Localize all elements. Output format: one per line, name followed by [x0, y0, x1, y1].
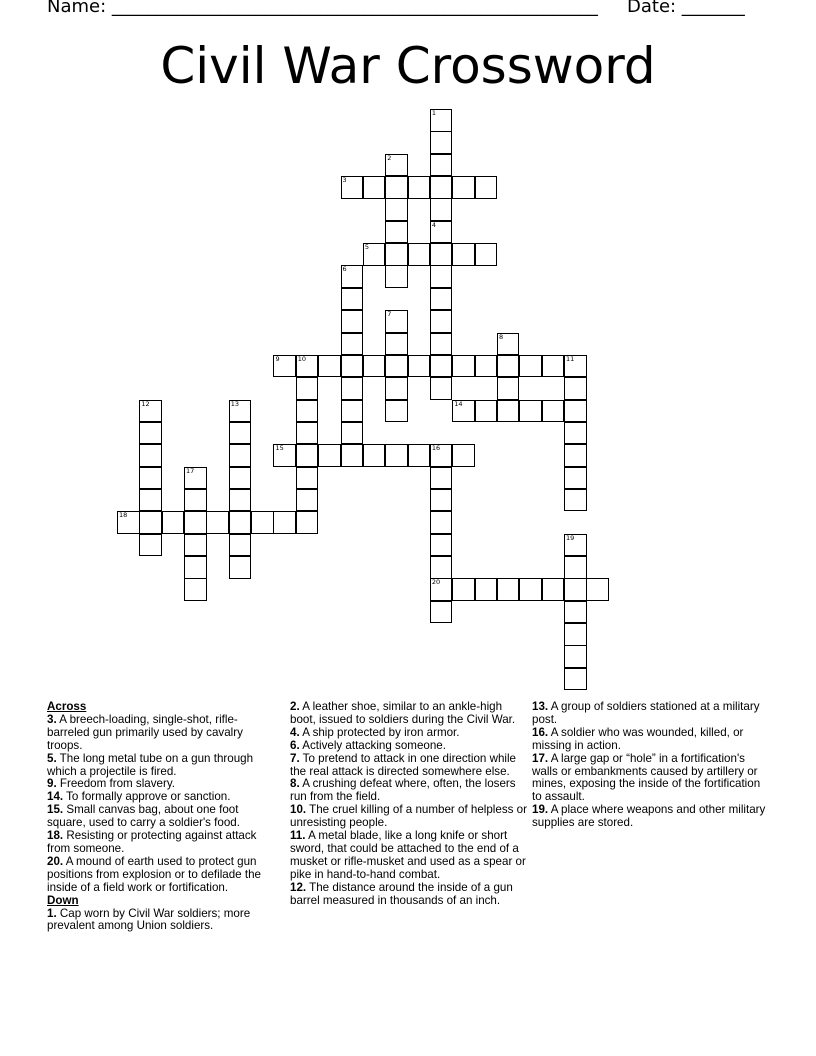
grid-cell[interactable]	[564, 623, 587, 646]
clue-number: 12	[141, 399, 150, 408]
clue-text: To formally approve or sanction.	[63, 790, 231, 804]
grid-cell[interactable]	[341, 422, 364, 445]
clue-text: Cap worn by Civil War soldiers; more prevalent among Union soldiers.	[47, 906, 251, 933]
grid-cell[interactable]	[430, 333, 453, 356]
clue-text: A mound of earth used to protect gun positions from explosion or to defilade the inside of a field work or fortification.	[47, 854, 261, 894]
clue-number: 17.	[532, 751, 549, 765]
clue-number: 8	[498, 332, 504, 341]
grid-cell[interactable]	[385, 198, 408, 221]
grid-cell[interactable]	[385, 377, 408, 400]
grid-cell[interactable]	[296, 355, 319, 378]
grid-cell[interactable]	[296, 377, 319, 400]
grid-cell[interactable]	[229, 400, 252, 423]
grid-cell[interactable]	[341, 288, 364, 311]
grid-cell[interactable]	[430, 511, 453, 534]
grid-cell[interactable]	[229, 534, 252, 557]
clue-text: Freedom from slavery.	[56, 777, 175, 791]
grid-cell[interactable]	[296, 489, 319, 512]
clue-number: 1.	[47, 906, 57, 920]
grid-cell[interactable]	[385, 154, 408, 177]
clue-number: 20.	[47, 854, 64, 868]
grid-cell[interactable]	[586, 578, 609, 601]
grid-cell[interactable]	[564, 578, 587, 601]
grid-cell[interactable]	[564, 444, 587, 467]
clue-number: 14.	[47, 790, 64, 804]
grid-cell[interactable]	[519, 578, 542, 601]
grid-cell[interactable]	[139, 534, 162, 557]
grid-cell[interactable]	[430, 377, 453, 400]
grid-cell[interactable]	[452, 444, 475, 467]
grid-cell[interactable]	[139, 489, 162, 512]
grid-cell[interactable]	[430, 109, 453, 132]
clue-item	[290, 701, 530, 727]
grid-cell[interactable]	[408, 176, 431, 199]
grid-cell[interactable]	[341, 176, 364, 199]
clue-item	[47, 856, 272, 895]
clue-number: 10	[297, 354, 307, 363]
clue-number: 1	[431, 109, 437, 117]
grid-cell[interactable]	[296, 511, 319, 534]
grid-cell[interactable]	[408, 355, 431, 378]
grid-cell[interactable]	[385, 355, 408, 378]
clue-text: A soldier who was wounded, killed, or missing in action.	[532, 725, 744, 752]
clue-number: 10.	[290, 803, 307, 817]
grid-cell[interactable]	[564, 355, 587, 378]
down-heading: Down	[47, 893, 79, 907]
grid-cell[interactable]	[430, 601, 453, 624]
grid-cell[interactable]	[273, 355, 296, 378]
clue-item	[290, 882, 530, 908]
grid-cell[interactable]	[430, 355, 453, 378]
grid-cell[interactable]	[341, 310, 364, 333]
grid-cell[interactable]	[430, 310, 453, 333]
clue-item	[290, 753, 530, 779]
clue-item	[532, 753, 772, 805]
grid-cell[interactable]	[117, 511, 140, 534]
clue-column-2	[290, 701, 530, 908]
grid-cell[interactable]	[452, 355, 475, 378]
grid-cell[interactable]	[430, 444, 453, 467]
clue-text: To pretend to attack in one direction while the real attack is directed somewhere else.	[290, 751, 517, 778]
grid-cell[interactable]	[430, 489, 453, 512]
grid-cell[interactable]	[475, 243, 498, 266]
clue-text: A place where weapons and other military supplies are stored.	[532, 803, 766, 830]
grid-cell[interactable]	[430, 556, 453, 579]
down-clue-list	[47, 908, 272, 934]
clue-text: The distance around the inside of a gun barrel measured in thousands of an inch.	[290, 880, 513, 907]
clue-number: 13.	[532, 700, 549, 713]
grid-cell[interactable]	[385, 221, 408, 244]
clue-number: 18.	[47, 829, 64, 843]
clue-number: 13	[230, 399, 240, 408]
clue-number: 15.	[47, 803, 64, 817]
clue-item	[532, 701, 772, 727]
clue-number: 5	[364, 243, 369, 252]
grid-cell[interactable]	[184, 578, 207, 601]
clue-number: 14	[454, 399, 463, 408]
clue-item	[290, 830, 530, 882]
grid-cell[interactable]	[139, 444, 162, 467]
clue-number: 7	[387, 310, 392, 319]
clue-number: 16	[431, 444, 441, 453]
grid-cell[interactable]	[184, 511, 207, 534]
grid-cell[interactable]	[385, 243, 408, 266]
grid-cell[interactable]	[273, 511, 296, 534]
grid-cell[interactable]	[229, 444, 252, 467]
grid-cell[interactable]	[229, 489, 252, 512]
clue-item	[47, 908, 272, 934]
clue-number: 3	[342, 176, 347, 185]
grid-cell[interactable]	[139, 511, 162, 534]
clue-text: A ship protected by iron armor.	[299, 725, 460, 739]
grid-cell[interactable]	[564, 400, 587, 423]
clue-number: 6	[342, 265, 347, 274]
clue-number: 12.	[290, 880, 307, 894]
grid-cell[interactable]	[430, 243, 453, 266]
grid-cell[interactable]	[564, 556, 587, 579]
grid-cell[interactable]	[475, 355, 498, 378]
grid-cell[interactable]	[341, 333, 364, 356]
grid-cell[interactable]	[430, 534, 453, 557]
grid-cell[interactable]	[542, 400, 565, 423]
grid-cell[interactable]	[363, 243, 386, 266]
grid-cell[interactable]	[229, 556, 252, 579]
clue-item	[47, 830, 272, 856]
page-title: Civil War Crossword	[160, 37, 656, 95]
grid-cell[interactable]	[318, 355, 341, 378]
clue-item	[532, 804, 772, 830]
clue-number: 17	[186, 466, 195, 475]
grid-cell[interactable]	[564, 377, 587, 400]
clue-number: 9	[275, 354, 280, 363]
grid-cell[interactable]	[184, 534, 207, 557]
grid-cell[interactable]	[564, 534, 587, 557]
grid-cell[interactable]	[475, 578, 498, 601]
grid-cell[interactable]	[341, 355, 364, 378]
grid-cell[interactable]	[497, 355, 520, 378]
grid-cell[interactable]	[385, 444, 408, 467]
grid-cell[interactable]	[430, 467, 453, 490]
grid-cell[interactable]	[296, 444, 319, 467]
grid-cell[interactable]	[564, 467, 587, 490]
grid-cell[interactable]	[408, 243, 431, 266]
grid-cell[interactable]	[452, 243, 475, 266]
grid-cell[interactable]	[408, 444, 431, 467]
grid-cell[interactable]	[363, 444, 386, 467]
grid-cell[interactable]	[385, 265, 408, 288]
grid-cell[interactable]	[341, 444, 364, 467]
clue-number: 16.	[532, 725, 549, 739]
grid-cell[interactable]	[296, 422, 319, 445]
clue-text: A metal blade, like a long knife or short sword, that could be attached to the end of a musket or rifle-musket and used as a spear or pike in hand-to-hand combat.	[290, 829, 526, 881]
clue-number: 19	[566, 533, 575, 542]
clue-number: 11.	[290, 829, 306, 843]
clue-number: 3.	[47, 712, 57, 726]
clue-text: A group of soldiers stationed at a military post.	[532, 700, 760, 726]
clue-number: 4.	[290, 725, 300, 739]
grid-cell[interactable]	[497, 578, 520, 601]
grid-cell[interactable]	[318, 444, 341, 467]
grid-cell[interactable]	[184, 556, 207, 579]
clue-number: 19.	[532, 803, 549, 817]
clue-text: Actively attacking someone.	[299, 738, 446, 752]
grid-cell[interactable]	[184, 467, 207, 490]
grid-cell[interactable]	[542, 578, 565, 601]
grid-cell[interactable]	[475, 400, 498, 423]
grid-cell[interactable]	[273, 444, 296, 467]
grid-cell[interactable]	[519, 400, 542, 423]
grid-cell[interactable]	[564, 668, 587, 691]
grid-cell[interactable]	[229, 467, 252, 490]
clue-text: Small canvas bag, about one foot square, used to carry a soldier's food.	[47, 803, 240, 830]
clue-number: 15	[275, 444, 284, 453]
clue-number: 20	[431, 578, 441, 587]
clue-item	[532, 727, 772, 753]
clue-number: 2	[387, 153, 392, 162]
clue-number: 7.	[290, 751, 300, 765]
grid-cell[interactable]	[452, 400, 475, 423]
grid-cell[interactable]	[519, 355, 542, 378]
clue-text: The cruel killing of a number of helpless or unresisting people.	[290, 803, 527, 830]
grid-cell[interactable]	[385, 333, 408, 356]
grid-cell[interactable]	[139, 467, 162, 490]
grid-cell[interactable]	[542, 355, 565, 378]
clue-number: 18	[119, 511, 128, 520]
grid-cell[interactable]	[497, 333, 520, 356]
grid-cell[interactable]	[430, 154, 453, 177]
grid-cell[interactable]	[363, 176, 386, 199]
grid-cell[interactable]	[564, 645, 587, 668]
clue-number: 11	[566, 354, 575, 363]
grid-cell[interactable]	[385, 400, 408, 423]
clue-item	[47, 714, 272, 753]
grid-cell[interactable]	[497, 377, 520, 400]
grid-cell[interactable]	[251, 511, 274, 534]
clue-number: 5.	[47, 751, 57, 765]
grid-cell[interactable]	[452, 176, 475, 199]
across-clue-list	[47, 714, 272, 895]
clue-text: The long metal tube on a gun through which a projectile is fired.	[47, 751, 254, 778]
clue-number: 9.	[47, 777, 57, 791]
clue-item	[47, 804, 272, 830]
grid-cell[interactable]	[430, 176, 453, 199]
clue-text: A large gap or “hole” in a fortification's walls or embankments caused by artillery or mines, exposing the inside of the fortification to assault.	[532, 751, 761, 804]
across-heading: Across	[47, 700, 87, 713]
grid-cell[interactable]	[229, 422, 252, 445]
grid-cell[interactable]	[430, 288, 453, 311]
clue-text: A leather shoe, similar to an ankle-high boot, issued to soldiers during the Civil War.	[290, 700, 516, 726]
grid-cell[interactable]	[296, 400, 319, 423]
grid-cell[interactable]	[139, 422, 162, 445]
grid-cell[interactable]	[430, 221, 453, 244]
grid-cell[interactable]	[385, 310, 408, 333]
date-field[interactable]: Date: _______	[627, 0, 745, 17]
grid-cell[interactable]	[341, 400, 364, 423]
grid-cell[interactable]	[497, 400, 520, 423]
grid-cell[interactable]	[162, 511, 185, 534]
clue-item	[290, 778, 530, 804]
grid-cell[interactable]	[341, 377, 364, 400]
grid-cell[interactable]	[564, 422, 587, 445]
grid-cell[interactable]	[430, 578, 453, 601]
clue-number: 6.	[290, 738, 300, 752]
clue-text: A crushing defeat where, often, the losers run from the field.	[290, 777, 516, 804]
grid-cell[interactable]	[475, 176, 498, 199]
clue-column-3	[532, 701, 772, 830]
clue-text: A breech-loading, single-shot, rifle-barreled gun primarily used by cavalry troops.	[47, 712, 243, 752]
grid-cell[interactable]	[452, 578, 475, 601]
clue-column-1	[47, 701, 272, 933]
grid-cell[interactable]	[430, 131, 453, 154]
clue-item	[47, 753, 272, 779]
clue-item	[290, 804, 530, 830]
grid-cell[interactable]	[564, 489, 587, 512]
grid-cell[interactable]	[184, 489, 207, 512]
clue-number: 8.	[290, 777, 300, 791]
grid-cell[interactable]	[385, 176, 408, 199]
grid-cell[interactable]	[363, 355, 386, 378]
grid-cell[interactable]	[296, 467, 319, 490]
clue-number: 2.	[290, 700, 300, 713]
grid-cell[interactable]	[341, 265, 364, 288]
grid-cell[interactable]	[430, 265, 453, 288]
grid-cell[interactable]	[206, 511, 229, 534]
grid-cell[interactable]	[564, 601, 587, 624]
name-field[interactable]: Name: ______________________________________________________	[47, 0, 598, 17]
grid-cell[interactable]	[430, 198, 453, 221]
clue-number: 4	[431, 220, 437, 229]
grid-cell[interactable]	[229, 511, 252, 534]
clue-text: Resisting or protecting against attack from someone.	[47, 829, 257, 855]
grid-cell[interactable]	[139, 400, 162, 423]
